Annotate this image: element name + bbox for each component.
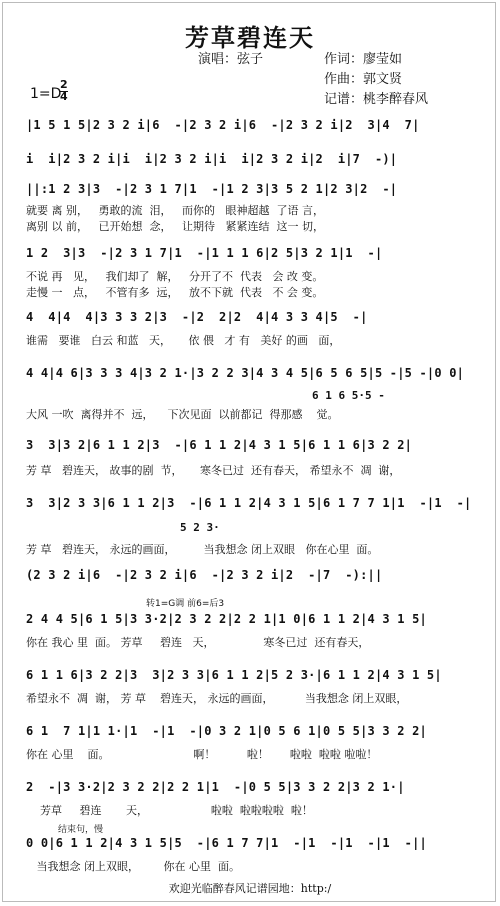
notation: |1 5 1 5|2 3 2 i|6 -|2 3 2 i|6 -|2 3 2 i|2 3|4 7|	[26, 118, 420, 132]
lyric-line: 不说 再 见， 我们却了 解， 分开了不 代表 会 改 变。	[26, 270, 324, 283]
lyric-line: 芳 草 碧连天， 永远的画面， 当我想念 闭上双眼 你在心里 面。	[26, 543, 379, 556]
notation: 4 4|4 4|3 3 3 2|3 -|2 2|2 4|4 3 3 4|5 -|	[26, 310, 368, 324]
notation: 3 3|2 3 3|6 1 1 2|3 -|6 1 1 2|4 3 1 5|6 1 7 7 1|1 -|1 -|	[26, 496, 472, 510]
notation: (2 3 2 i|6 -|2 3 2 i|6 -|2 3 2 i|2 -|7 -):||	[26, 568, 383, 582]
lyric-line: 当我想念 闭上双眼， 你在 心里 面。	[26, 860, 240, 873]
score-line-10	[26, 612, 478, 634]
variant-notation: 6 1 6 5·5 -	[312, 389, 385, 402]
notation: 2 -|3 3·2|2 3 2 2|2 2 1|1 -|0 5 5|3 3 2 2|3 2 1·|	[26, 780, 405, 794]
lyric-line: 谁需 要谁 白云 和蓝 天， 依 偎 才 有 美好 的画 面，	[26, 334, 341, 347]
score-line-14	[26, 836, 478, 858]
lyric-line: 大风 一吹 离得并不 远， 下次见面 以前都记 得那感 觉。	[26, 408, 339, 421]
lyricist-credit: 作词：廖莹如	[324, 52, 403, 67]
score-line-6	[26, 366, 478, 388]
notation: 6 1 7 1|1 1·|1 -|1 -|0 3 2 1|0 5 6 1|0 5 5|3 3 2 2|	[26, 724, 427, 738]
variant-notation: 5 2 3·	[180, 521, 220, 534]
lyric-line: 你在 心里 面。 啊！ 啦！ 啦啦 啦啦 啦啦！	[26, 748, 378, 761]
score-line-7	[26, 438, 478, 460]
lyric-line: 希望永不 凋 谢， 芳 草 碧连天， 永远的画面， 当我想念 闭上双眼，	[26, 692, 408, 705]
score-line-5	[26, 310, 478, 332]
score-line-1	[26, 118, 478, 140]
notation: 6 1 1 6|3 2 2|3 3|2 3 3|6 1 1 2|5 2 3·|6 1 1 2|4 3 1 5|	[26, 668, 442, 682]
notation: 1 2 3|3 -|2 3 1 7|1 -|1 1 1 6|2 5|3 2 1|1 -|	[26, 246, 383, 260]
score-line-11	[26, 668, 478, 690]
composer-credit: 作曲：郭文贤	[324, 72, 403, 87]
notation: 2 4 4 5|6 1 5|3 3·2|2 3 2 2|2 2 1|1 0|6 1 1 2|4 3 1 5|	[26, 612, 427, 626]
lyric-line: 就要 离 别， 勇敢的流 泪， 而你的 眼神超越 了语 言，	[26, 204, 324, 217]
lyric-line: 芳草 碧连 天， 啦啦 啦啦啦啦 啦！	[26, 804, 313, 817]
key-signature: 1=D	[30, 86, 62, 102]
score-line-8	[26, 496, 478, 518]
score-line-9	[26, 568, 478, 590]
lyric-line: 你在 我心 里 面。 芳草 碧连 天， 寒冬已过 还有春天，	[26, 636, 370, 649]
lyric-line: 芳 草 碧连天， 故事的剧 节， 寒冬已过 还有春天， 希望永不 凋 谢，	[26, 464, 401, 477]
ending-annotation: 结束句，慢	[58, 825, 104, 835]
score-line-12	[26, 724, 478, 746]
time-signature	[60, 80, 68, 102]
score-line-4	[26, 246, 478, 268]
score-line-2	[26, 152, 478, 174]
singer-credit: 演唱：弦子	[198, 52, 264, 67]
key-change-annotation: 转1=G调 前6=后3	[146, 599, 225, 609]
score-line-13	[26, 780, 478, 802]
lyric-line: 走慢 一 点， 不管有多 远， 放不下就 代表 不 会 变。	[26, 286, 324, 299]
notation: ||:1 2 3|3 -|2 3 1 7|1 -|1 2 3|3 5 2 1|2 3|2 -|	[26, 182, 398, 196]
notation: 0 0|6 1 1 2|4 3 1 5|5 -|6 1 7 7|1 -|1 -|1 -|1 -||	[26, 836, 427, 850]
time-signature-top: 2	[60, 78, 68, 91]
lyric-line: 离别 以 前， 已开始想 念， 让期待 紧紧连结 这一 切，	[26, 220, 324, 233]
notation: i i|2 3 2 i|i i|2 3 2 i|i i|2 3 2 i|2 i|7 -)|	[26, 152, 398, 166]
song-title: 芳草碧连天	[185, 23, 315, 52]
score-line-3	[26, 182, 478, 204]
notation: 4 4|4 6|3 3 3 4|3 2 1·|3 2 2 3|4 3 4 5|6 5 6 5|5 -|5 -|0 0|	[26, 366, 465, 380]
transcriber-credit: 记谱：桃李醉春风	[324, 92, 429, 107]
footer-text: 欢迎光临醉春风记谱园地：http:/	[168, 882, 332, 895]
time-signature-bottom: 4	[60, 90, 68, 103]
notation: 3 3|3 2|6 1 1 2|3 -|6 1 1 2|4 3 1 5|6 1 1 6|3 2 2|	[26, 438, 413, 452]
